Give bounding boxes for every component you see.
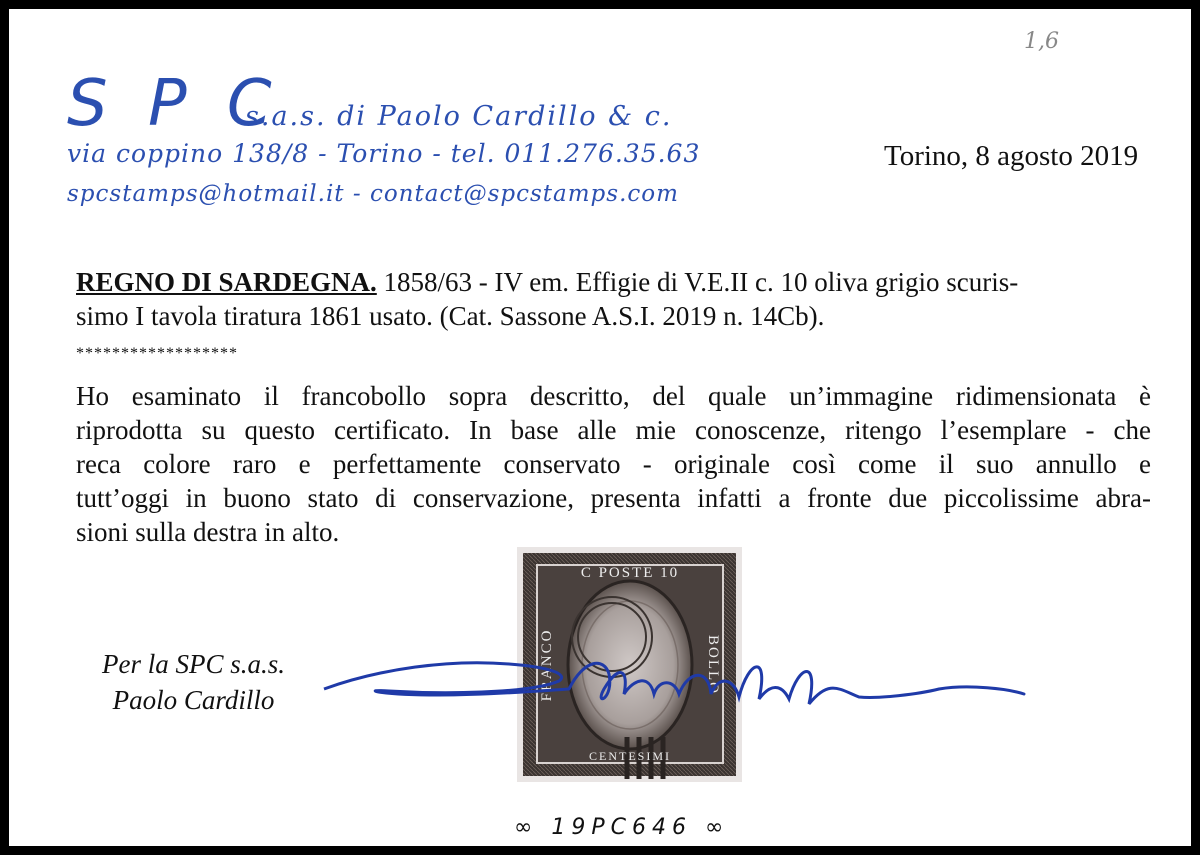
body-line: reca colore raro e perfettamente conservato - originale così come il suo annullo e (76, 449, 1151, 479)
company-logo: S P C (67, 67, 282, 141)
stamp-left-text: FRANCO (539, 628, 555, 702)
stamp-right-text: BOLLO (705, 635, 721, 695)
pencil-note: 1,6 (1024, 29, 1059, 54)
stamp-bottom-text: CENTESIMI (589, 749, 671, 763)
handwritten-signature (319, 649, 1039, 719)
company-name: s.a.s. di Paolo Cardillo & c. (245, 101, 673, 132)
stamp-description-line2: simo I tavola tiratura 1861 usato. (Cat. Sassone A.S.I. 2019 n. 14Cb). (76, 301, 825, 331)
body-line: Ho esaminato il francobollo sopra descritto, del quale un’immagine ridimensionata è (76, 381, 1151, 411)
country-heading: REGNO DI SARDEGNA. (76, 267, 377, 297)
signature-name: Paolo Cardillo (112, 685, 275, 715)
ornament-right-icon: ∞ (704, 815, 730, 840)
separator-stars: ****************** (76, 345, 238, 362)
stamp-top-text: C POSTE 10 (580, 565, 680, 581)
signature-company: Per la SPC s.a.s. (102, 649, 286, 679)
certificate-page (9, 9, 1191, 846)
ornament-left-icon: ∞ (514, 815, 539, 840)
stamp-description-line1 (76, 265, 1018, 299)
body-line: sioni sulla destra in alto. (76, 517, 340, 547)
certificate-number (514, 815, 729, 840)
certificate-body (76, 379, 1151, 549)
description-text: 1858/63 - IV em. Effigie di V.E.II c. 10 oliva grigio scuris- (383, 267, 1019, 297)
certificate-number-value: 19PC646 (551, 815, 692, 840)
body-line: riprodotta su questo certificato. In base alle mie conoscenze, ritengo l’esemplare - che (76, 415, 1151, 445)
body-line: tutt’oggi in buono stato di conservazione, presenta infatti a fronte due piccolissime abra- (76, 483, 1151, 513)
company-address: via coppino 138/8 - Torino - tel. 011.276.35.63 (67, 139, 701, 168)
company-emails: spcstamps@hotmail.it - contact@spcstamps.com (67, 181, 679, 207)
signature-block (102, 646, 285, 718)
certificate-date: Torino, 8 agosto 2019 (884, 140, 1139, 172)
